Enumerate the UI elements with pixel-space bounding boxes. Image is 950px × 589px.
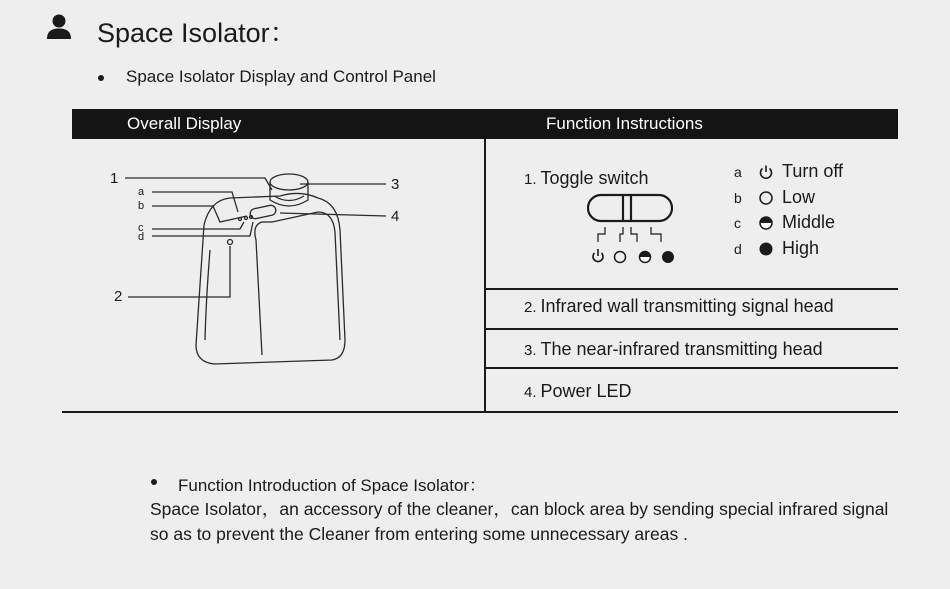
section-subtitle: Space Isolator Display and Control Panel xyxy=(126,67,436,86)
label-c: c xyxy=(138,222,144,234)
option-turn-off: a Turn off xyxy=(734,161,844,181)
option-middle: c Middle xyxy=(734,212,836,232)
toggle-switch-title: 1. Toggle switch xyxy=(524,168,649,188)
label-b: b xyxy=(138,200,145,212)
table-divider-row xyxy=(486,288,898,290)
intro-paragraph: Space Isolator，an accessory of the cleaner，can block area by sending special infrared signal so as to prevent the Cleaner from entering some unnecessary areas . xyxy=(150,499,889,544)
table-divider-row xyxy=(486,367,898,369)
option-low: b Low xyxy=(734,187,816,207)
half-circle-icon xyxy=(640,252,651,263)
label-1: 1 xyxy=(110,170,119,187)
label-a: a xyxy=(138,186,145,198)
intro-title: Function Introduction of Space Isolator： xyxy=(178,476,487,495)
bullet-dot xyxy=(151,479,157,485)
power-icon xyxy=(593,249,603,262)
empty-circle-icon xyxy=(758,190,774,206)
bullet-dot xyxy=(98,75,104,81)
table-bottom-border xyxy=(62,411,898,413)
label-3: 3 xyxy=(391,176,400,193)
label-2: 2 xyxy=(114,288,123,305)
label-d: d xyxy=(138,231,145,243)
toggle-switch-diagram xyxy=(585,190,680,270)
empty-circle-icon xyxy=(615,252,626,263)
label-4: 4 xyxy=(391,208,400,225)
table-divider-vertical xyxy=(484,139,486,412)
space-isolator-illustration xyxy=(100,160,420,380)
filled-circle-icon xyxy=(662,251,674,263)
table-divider-row xyxy=(486,328,898,330)
power-icon xyxy=(758,164,774,180)
user-icon xyxy=(44,12,74,42)
half-circle-icon xyxy=(758,215,774,231)
function-row-2: 2. Infrared wall transmitting signal head xyxy=(524,296,834,316)
filled-circle-icon xyxy=(758,241,774,257)
option-high: d High xyxy=(734,238,820,258)
function-row-4: 4. Power LED xyxy=(524,381,632,401)
page-title: Space Isolator： xyxy=(97,18,297,48)
overall-display-header: Overall Display xyxy=(127,114,242,133)
function-row-3: 3. The near-infrared transmitting head xyxy=(524,339,823,359)
function-instructions-header: Function Instructions xyxy=(546,114,703,133)
